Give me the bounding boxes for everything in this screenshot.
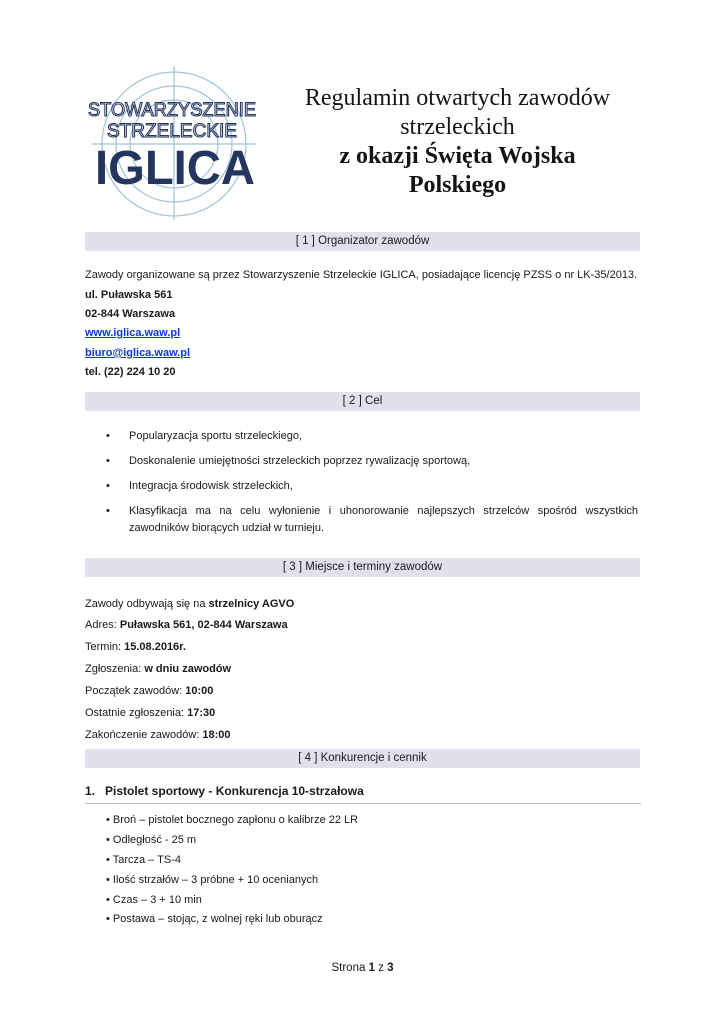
list-item: • Doskonalenie umiejętności strzeleckich poprzez rywalizację sportową, — [106, 453, 638, 470]
detail-item: • Broń – pistolet bocznego zapłonu o kalibrze 22 LR — [106, 814, 359, 826]
detail-item: • Postawa – stojąc, z wolnej ręki lub oburącz — [106, 913, 323, 925]
organizer-intro: Zawody organizowane są przez Stowarzyszenie Strzeleckie IGLICA, posiadające licencję PZSS o nr LK-35/2013. — [85, 269, 638, 281]
bullet-icon: • — [106, 480, 110, 492]
venue-row: Zawody odbywają się na strzelnicy AGVO — [85, 598, 295, 610]
organizer-phone: tel. (22) 224 10 20 — [85, 366, 176, 378]
title-line-1: Regulamin otwartych zawodów — [304, 85, 611, 111]
competition-heading: 1. Pistolet sportowy - Konkurencja 10-strzałowa — [85, 784, 364, 798]
last-registration-row: Ostatnie zgłoszenia: 17:30 — [85, 707, 216, 719]
detail-item: • Tarcza – TS-4 — [106, 854, 181, 866]
organizer-street: ul. Puławska 561 — [85, 289, 173, 301]
section-1-header: [ 1 ] Organizator zawodów — [85, 232, 640, 251]
divider — [85, 803, 641, 804]
end-time-row: Zakończenie zawodów: 18:00 — [85, 729, 231, 741]
list-item: • Klasyfikacja ma na celu wyłonienie i uhonorowanie najlepszych strzelców spośród wszystkich zawodników biorących udział w turnieju. — [106, 505, 638, 534]
address-row: Adres: Puławska 561, 02-844 Warszawa — [85, 619, 288, 631]
iglica-logo — [84, 66, 260, 220]
website-link[interactable]: www.iglica.waw.pl — [85, 327, 181, 339]
title-line-4: Polskiego — [408, 172, 507, 198]
title-line-2: strzeleckich — [400, 114, 515, 140]
logo-line-1: STOWARZYSZENIE — [88, 100, 256, 121]
section-3-header: [ 3 ] Miejsce i terminy zawodów — [85, 558, 640, 577]
title-line-3: z okazji Święta Wojska — [339, 143, 576, 169]
detail-item: • Ilość strzałów – 3 próbne + 10 ocenianych — [106, 874, 319, 886]
detail-item: • Czas – 3 + 10 min — [106, 894, 202, 906]
bullet-icon: • — [106, 455, 110, 467]
document-title — [270, 84, 645, 200]
start-time-row: Początek zawodów: 10:00 — [85, 685, 214, 697]
logo-line-2: STRZELECKIE — [107, 121, 237, 142]
logo-line-3: IGLICA — [95, 142, 255, 195]
list-item: • Integracja środowisk strzeleckich, — [106, 478, 638, 495]
section-2-header: [ 2 ] Cel — [85, 392, 640, 411]
registration-row: Zgłoszenia: w dniu zawodów — [85, 663, 232, 675]
detail-item: • Odległość - 25 m — [106, 834, 197, 846]
email-link[interactable]: biuro@iglica.waw.pl — [85, 347, 191, 359]
date-row: Termin: 15.08.2016r. — [85, 641, 186, 653]
bullet-icon: • — [106, 430, 110, 442]
section-4-header: [ 4 ] Konkurencje i cennik — [85, 749, 640, 768]
organizer-city: 02-844 Warszawa — [85, 308, 176, 320]
bullet-icon: • — [106, 505, 110, 517]
target-crosshair-icon — [84, 66, 260, 220]
page-number: Strona 1 z 3 — [331, 962, 394, 974]
list-item: • Popularyzacja sportu strzeleckiego, — [106, 428, 638, 445]
